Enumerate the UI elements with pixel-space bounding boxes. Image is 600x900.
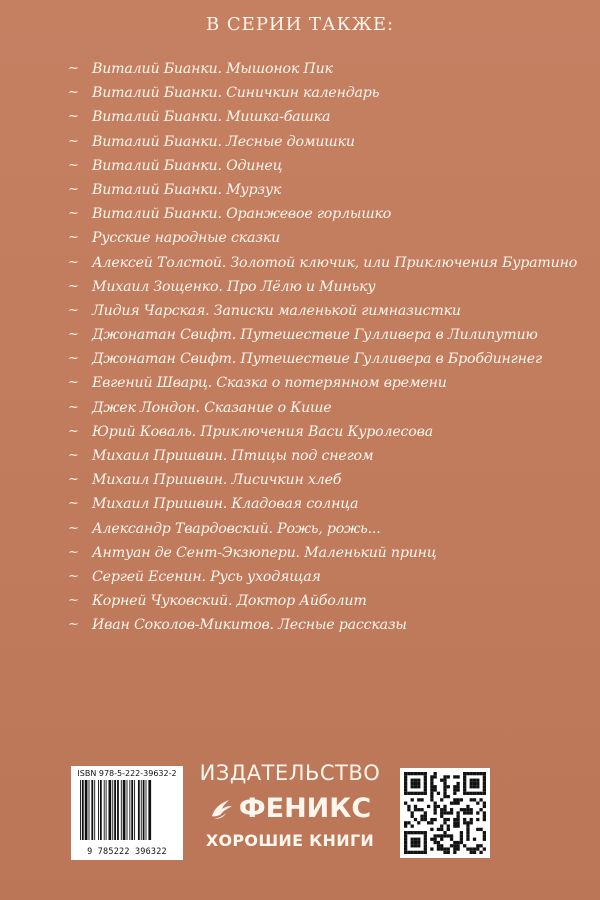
book-list-item — [68, 396, 588, 420]
tilde-bullet: ~ — [68, 448, 79, 463]
tilde-bullet: ~ — [68, 520, 79, 536]
tilde-bullet: ~ — [68, 302, 79, 318]
tilde-bullet: ~ — [68, 157, 79, 173]
tilde-bullet: ~ — [68, 593, 79, 609]
book-title: Джонатан Свифт. Путешествие Гулливера в Бробдингнег — [92, 351, 542, 368]
book-list-item — [68, 517, 588, 541]
publisher-name: ФЕНИКС — [238, 793, 372, 824]
book-list-item — [68, 613, 588, 637]
book-list-item — [68, 130, 588, 154]
book-title: Михаил Зощенко. Про Лёлю и Миньку — [92, 278, 376, 295]
tilde-bullet: ~ — [68, 206, 79, 222]
publisher-tagline: ХОРОШИЕ КНИГИ — [205, 831, 375, 850]
book-list-item — [68, 492, 588, 516]
tilde-bullet: ~ — [68, 617, 79, 633]
book-list-item — [68, 565, 588, 589]
tilde-bullet: ~ — [68, 254, 79, 270]
barcode-bars — [80, 780, 176, 840]
book-title: Михаил Пришвин. Кладовая солнца — [92, 496, 359, 513]
book-list-item — [68, 105, 588, 129]
book-title: Корней Чуковский. Доктор Айболит — [92, 593, 367, 610]
tilde-bullet: ~ — [68, 544, 79, 560]
book-list-item — [68, 420, 588, 444]
qr-code-pattern — [404, 772, 486, 854]
book-list-item — [68, 444, 588, 468]
book-title: Джек Лондон. Сказание о Кише — [92, 399, 332, 416]
book-title: Виталий Бианки. Мишка-башка — [92, 109, 331, 126]
book-list-item — [68, 299, 588, 323]
tilde-bullet: ~ — [68, 181, 79, 197]
book-list-item — [68, 275, 588, 299]
book-title: Джонатан Свифт. Путешествие Гулливера в Лилипутию — [92, 327, 538, 344]
tilde-bullet: ~ — [68, 133, 79, 149]
book-list-item — [68, 541, 588, 565]
book-title: Антуан де Сент-Экзюпери. Маленький принц — [92, 544, 437, 561]
book-list-item — [68, 81, 588, 105]
tilde-bullet: ~ — [68, 375, 79, 391]
tilde-bullet: ~ — [68, 85, 79, 101]
book-title: Виталий Бианки. Синичкин календарь — [92, 85, 380, 102]
book-title: Виталий Бианки. Оранжевое горлышко — [92, 206, 392, 223]
book-title: Сергей Есенин. Русь уходящая — [92, 568, 321, 585]
book-title: Виталий Бианки. Мышонок Пик — [92, 61, 333, 77]
book-list-item — [68, 323, 588, 347]
book-title: Михаил Пришвин. Лисичкин хлеб — [92, 472, 342, 489]
tilde-bullet: ~ — [68, 61, 79, 76]
publisher-block — [192, 760, 388, 851]
tilde-bullet: ~ — [68, 472, 79, 488]
book-list-item — [68, 154, 588, 178]
book-list-item — [68, 371, 588, 395]
book-title: Михаил Пришвин. Птицы под снегом — [92, 448, 374, 464]
tilde-bullet: ~ — [68, 423, 79, 439]
book-title: Русские народные сказки — [92, 230, 281, 247]
book-title: Александр Твардовский. Рожь, рожь... — [92, 520, 381, 537]
book-list-item — [68, 226, 588, 250]
book-title: Виталий Бианки. Одинец — [92, 157, 283, 174]
book-title: Алексей Толстой. Золотой ключик, или Приключения Буратино — [92, 254, 578, 271]
book-title: Лидия Чарская. Записки маленькой гимназистки — [92, 302, 461, 319]
tilde-bullet: ~ — [68, 496, 79, 512]
tilde-bullet: ~ — [68, 399, 79, 415]
book-title: Иван Соколов-Микитов. Лесные рассказы — [92, 617, 407, 634]
barcode-digits: 9 785222 396322 — [87, 847, 167, 857]
book-list-item — [68, 178, 588, 202]
publisher-name-row — [192, 794, 388, 824]
book-list — [68, 57, 588, 638]
publisher-label: ИЗДАТЕЛЬСТВО — [199, 761, 381, 785]
series-heading: В СЕРИИ ТАКЖЕ: — [205, 14, 395, 35]
book-title: Виталий Бианки. Лесные домишки — [92, 133, 355, 150]
book-list-item — [68, 57, 588, 81]
book-list-item — [68, 251, 588, 275]
book-title: Виталий Бианки. Мурзук — [92, 181, 282, 198]
isbn-barcode — [71, 766, 183, 860]
book-list-item — [68, 347, 588, 371]
tilde-bullet: ~ — [68, 230, 79, 246]
tilde-bullet: ~ — [68, 568, 79, 584]
book-title: Евгений Шварц. Сказка о потерянном времени — [92, 375, 447, 392]
tilde-bullet: ~ — [68, 278, 79, 294]
book-list-item — [68, 468, 588, 492]
tilde-bullet: ~ — [68, 109, 79, 125]
tilde-bullet: ~ — [68, 327, 79, 343]
book-list-item — [68, 202, 588, 226]
book-title: Юрий Коваль. Приключения Васи Куролесова — [92, 423, 433, 440]
qr-code — [400, 768, 490, 858]
phoenix-logo-icon — [209, 796, 235, 822]
book-list-item — [68, 589, 588, 613]
isbn-text: ISBN 978-5-222-39632-2 — [77, 769, 177, 778]
tilde-bullet: ~ — [68, 351, 79, 367]
